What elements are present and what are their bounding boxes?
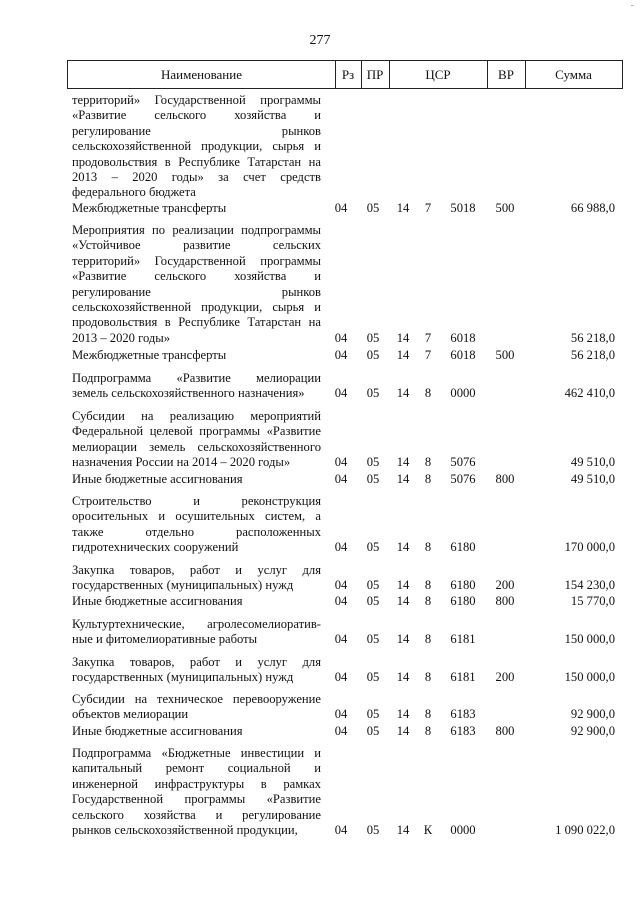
row-csr-subprogram: 8 [424, 472, 432, 486]
row-name-line: Иные бюджетные ассигнования [72, 594, 243, 608]
row-pr: 05 [366, 823, 380, 837]
row-name-line: продовольствия в Республике Татарстан на [72, 154, 321, 169]
row-name-line: 2013 – 2020 годы» [72, 330, 171, 345]
row-name-line: Иные бюджетные ассигнования [72, 724, 243, 738]
row-name-line: капитальный ремонт социальной и [72, 761, 321, 776]
table-row [0, 724, 640, 739]
row-name-line: 2013 – 2020 годы» за счет средств [72, 170, 321, 185]
row-name-line: территорий» Государственной программы [72, 93, 321, 107]
row-csr-item: 6018 [450, 330, 476, 345]
table-row [0, 409, 640, 471]
row-csr-program: 14 [396, 724, 410, 738]
row-name [72, 724, 321, 739]
row-name-line: земель сельскохозяйственного назначения» [72, 386, 305, 401]
row-pr: 05 [366, 578, 380, 593]
row-vr: 800 [495, 724, 515, 738]
row-sum: 150 000,0 [564, 632, 615, 647]
row-name-line: государственных (муниципальных) нужд [72, 578, 294, 593]
row-sum: 170 000,0 [564, 540, 615, 555]
row-name [72, 594, 321, 609]
row-name-line: федерального бюджета [72, 185, 196, 200]
row-name-line: Закупка товаров, работ и услуг для [72, 563, 321, 577]
row-pr: 05 [366, 707, 380, 722]
row-name-line: Субсидии на реализацию мероприятий [72, 409, 321, 423]
row-name-line: ные и фитомелиоративные работы [72, 632, 258, 647]
row-name-line: Культуртехнические, агролесомелиоратив- [72, 617, 321, 631]
table-row [0, 93, 640, 201]
row-name-line: Межбюджетные трансферты [72, 348, 227, 362]
row-name-line: также отдельно расположенных [72, 524, 321, 539]
row-vr: 800 [495, 594, 515, 608]
row-csr-program: 14 [396, 540, 410, 555]
row-name-line: инженерной инфраструктуры в рамках [72, 776, 321, 791]
row-csr-program: 14 [396, 707, 410, 722]
row-name-line: оросительных и осушительных систем, а [72, 509, 321, 524]
row-name-line: государственных (муниципальных) нужд [72, 670, 294, 685]
row-vr: 200 [495, 670, 515, 685]
row-csr-program: 14 [396, 201, 410, 215]
table-row [0, 655, 640, 686]
row-csr-subprogram: 7 [424, 201, 432, 215]
row-csr-subprogram: 8 [424, 578, 432, 593]
row-name-line: Строительство и реконструкция [72, 494, 321, 508]
row-name-line: регулирование рынков [72, 123, 321, 138]
row-csr-subprogram: 8 [424, 386, 432, 401]
row-csr-program: 14 [396, 594, 410, 608]
row-csr-program: 14 [396, 823, 410, 837]
row-sum: 15 770,0 [570, 594, 615, 608]
row-pr: 05 [366, 670, 380, 685]
row-pr: 05 [366, 201, 380, 215]
row-csr-item: 6018 [450, 348, 476, 362]
row-name-line: мелиорации земель сельскохозяйственного [72, 439, 321, 454]
row-name-line: Закупка товаров, работ и услуг для [72, 655, 321, 669]
row-name [72, 409, 321, 471]
row-rz: 04 [334, 594, 348, 608]
row-csr-subprogram: 8 [424, 455, 432, 470]
row-vr: 500 [495, 201, 515, 215]
row-name-line: сельскохозяйственной продукции, сырья и [72, 139, 321, 154]
row-name [72, 494, 321, 556]
row-name-line: рынков сельскохозяйственной продукции, [72, 823, 298, 838]
table-row [0, 201, 640, 216]
row-name-line: Субсидии на техническое перевооружение [72, 692, 321, 706]
row-name-line: сельского хозяйства и регулирование [72, 807, 321, 822]
row-rz: 04 [334, 330, 348, 345]
row-pr: 05 [366, 348, 380, 362]
row-vr: 800 [495, 472, 515, 486]
row-sum: 56 218,0 [570, 330, 615, 345]
row-csr-program: 14 [396, 348, 410, 362]
page-number: 277 [309, 33, 331, 48]
row-pr: 05 [366, 455, 380, 470]
table-row [0, 617, 640, 648]
table-row [0, 371, 640, 402]
row-rz: 04 [334, 632, 348, 647]
row-csr-program: 14 [396, 330, 410, 345]
row-name-line: территорий» Государственной программы [72, 253, 321, 268]
table-row [0, 494, 640, 556]
row-pr: 05 [366, 724, 380, 738]
row-csr-item: 0000 [450, 386, 476, 401]
row-pr: 05 [366, 540, 380, 555]
row-name-line: продовольствия в Республике Татарстан на [72, 315, 321, 330]
row-rz: 04 [334, 578, 348, 593]
row-vr: 200 [495, 578, 515, 593]
row-sum: 154 230,0 [564, 578, 615, 593]
row-pr: 05 [366, 472, 380, 486]
row-name-line: «Развитие сельского хозяйства и [72, 269, 321, 284]
header-rz: Рз [341, 67, 355, 82]
row-rz: 04 [334, 724, 348, 738]
table-row [0, 348, 640, 363]
row-csr-subprogram: 7 [424, 348, 432, 362]
row-name [72, 371, 321, 402]
row-rz: 04 [334, 455, 348, 470]
row-pr: 05 [366, 386, 380, 401]
row-rz: 04 [334, 707, 348, 722]
row-vr: 500 [495, 348, 515, 362]
header-pr: ПР [366, 67, 384, 82]
row-csr-item: 6183 [450, 707, 476, 722]
row-csr-item: 6180 [450, 540, 476, 555]
row-rz: 04 [334, 472, 348, 486]
row-name-line: регулирование рынков [72, 284, 321, 299]
row-name [72, 201, 321, 216]
header-name: Наименование [161, 67, 242, 82]
row-sum: 66 988,0 [570, 201, 615, 215]
table-row [0, 594, 640, 609]
row-name [72, 746, 321, 838]
row-sum: 56 218,0 [570, 348, 615, 362]
row-csr-subprogram: 8 [424, 594, 432, 608]
row-name [72, 348, 321, 363]
row-csr-item: 5076 [450, 472, 476, 486]
row-name [72, 93, 321, 201]
row-sum: 49 510,0 [570, 472, 615, 486]
row-rz: 04 [334, 386, 348, 401]
row-csr-item: 6183 [450, 724, 476, 738]
row-name [72, 655, 321, 686]
row-sum: 462 410,0 [564, 386, 615, 401]
row-name-line: Иные бюджетные ассигнования [72, 472, 243, 486]
table-row [0, 563, 640, 594]
row-name-line: сельскохозяйственной продукции, сырья и [72, 300, 321, 315]
row-rz: 04 [334, 540, 348, 555]
row-csr-item: 5076 [450, 455, 476, 470]
row-name-line: Государственной программы «Развитие [72, 792, 321, 807]
row-csr-program: 14 [396, 632, 410, 647]
row-name [72, 692, 321, 723]
row-csr-item: 6180 [450, 578, 476, 593]
row-rz: 04 [334, 670, 348, 685]
row-sum: 92 900,0 [570, 724, 615, 738]
row-csr-subprogram: 8 [424, 670, 432, 685]
row-rz: 04 [334, 201, 348, 215]
header-csr: ЦСР [425, 67, 451, 82]
row-csr-item: 6180 [450, 594, 476, 608]
row-csr-subprogram: К [423, 823, 433, 837]
row-csr-program: 14 [396, 670, 410, 685]
row-rz: 04 [334, 348, 348, 362]
row-name-line: гидротехнических сооружений [72, 540, 239, 555]
header-sum: Сумма [555, 67, 592, 82]
row-sum: 1 090 022,0 [555, 823, 615, 837]
row-csr-item: 6181 [450, 670, 476, 685]
row-pr: 05 [366, 632, 380, 647]
row-name [72, 223, 321, 346]
row-csr-item: 5018 [450, 201, 476, 215]
row-csr-subprogram: 8 [424, 724, 432, 738]
row-name-line: Подпрограмма «Развитие мелиорации [72, 371, 321, 385]
row-name-line: Федеральной целевой программы «Развитие [72, 424, 321, 439]
row-name-line: Подпрограмма «Бюджетные инвестиции и [72, 746, 321, 760]
row-sum: 150 000,0 [564, 670, 615, 685]
table-row [0, 223, 640, 346]
row-name [72, 563, 321, 594]
row-name [72, 617, 321, 648]
row-name-line: Мероприятия по реализации подпрограммы [72, 223, 321, 237]
header-vr: ВР [498, 67, 514, 82]
row-sum: 92 900,0 [570, 707, 615, 722]
row-name-line: «Развитие сельского хозяйства и [72, 108, 321, 123]
row-csr-subprogram: 8 [424, 540, 432, 555]
row-csr-subprogram: 7 [424, 330, 432, 345]
row-csr-program: 14 [396, 386, 410, 401]
row-name-line: назначения России на 2014 – 2020 годы» [72, 455, 291, 470]
row-csr-item: 6181 [450, 632, 476, 647]
row-csr-item: 0000 [450, 823, 476, 837]
row-name-line: «Устойчивое развитие сельских [72, 238, 321, 253]
table-row [0, 472, 640, 487]
row-csr-program: 14 [396, 472, 410, 486]
row-rz: 04 [334, 823, 348, 837]
row-pr: 05 [366, 330, 380, 345]
row-name-line: объектов мелиорации [72, 707, 189, 722]
row-csr-program: 14 [396, 578, 410, 593]
row-csr-subprogram: 8 [424, 632, 432, 647]
corner-mark: - [630, 0, 634, 11]
table-row [0, 692, 640, 723]
row-csr-program: 14 [396, 455, 410, 470]
row-csr-subprogram: 8 [424, 707, 432, 722]
row-pr: 05 [366, 594, 380, 608]
table-header [67, 60, 623, 89]
row-name [72, 472, 321, 487]
table-row [0, 746, 640, 838]
row-sum: 49 510,0 [570, 455, 615, 470]
row-name-line: Межбюджетные трансферты [72, 201, 227, 215]
